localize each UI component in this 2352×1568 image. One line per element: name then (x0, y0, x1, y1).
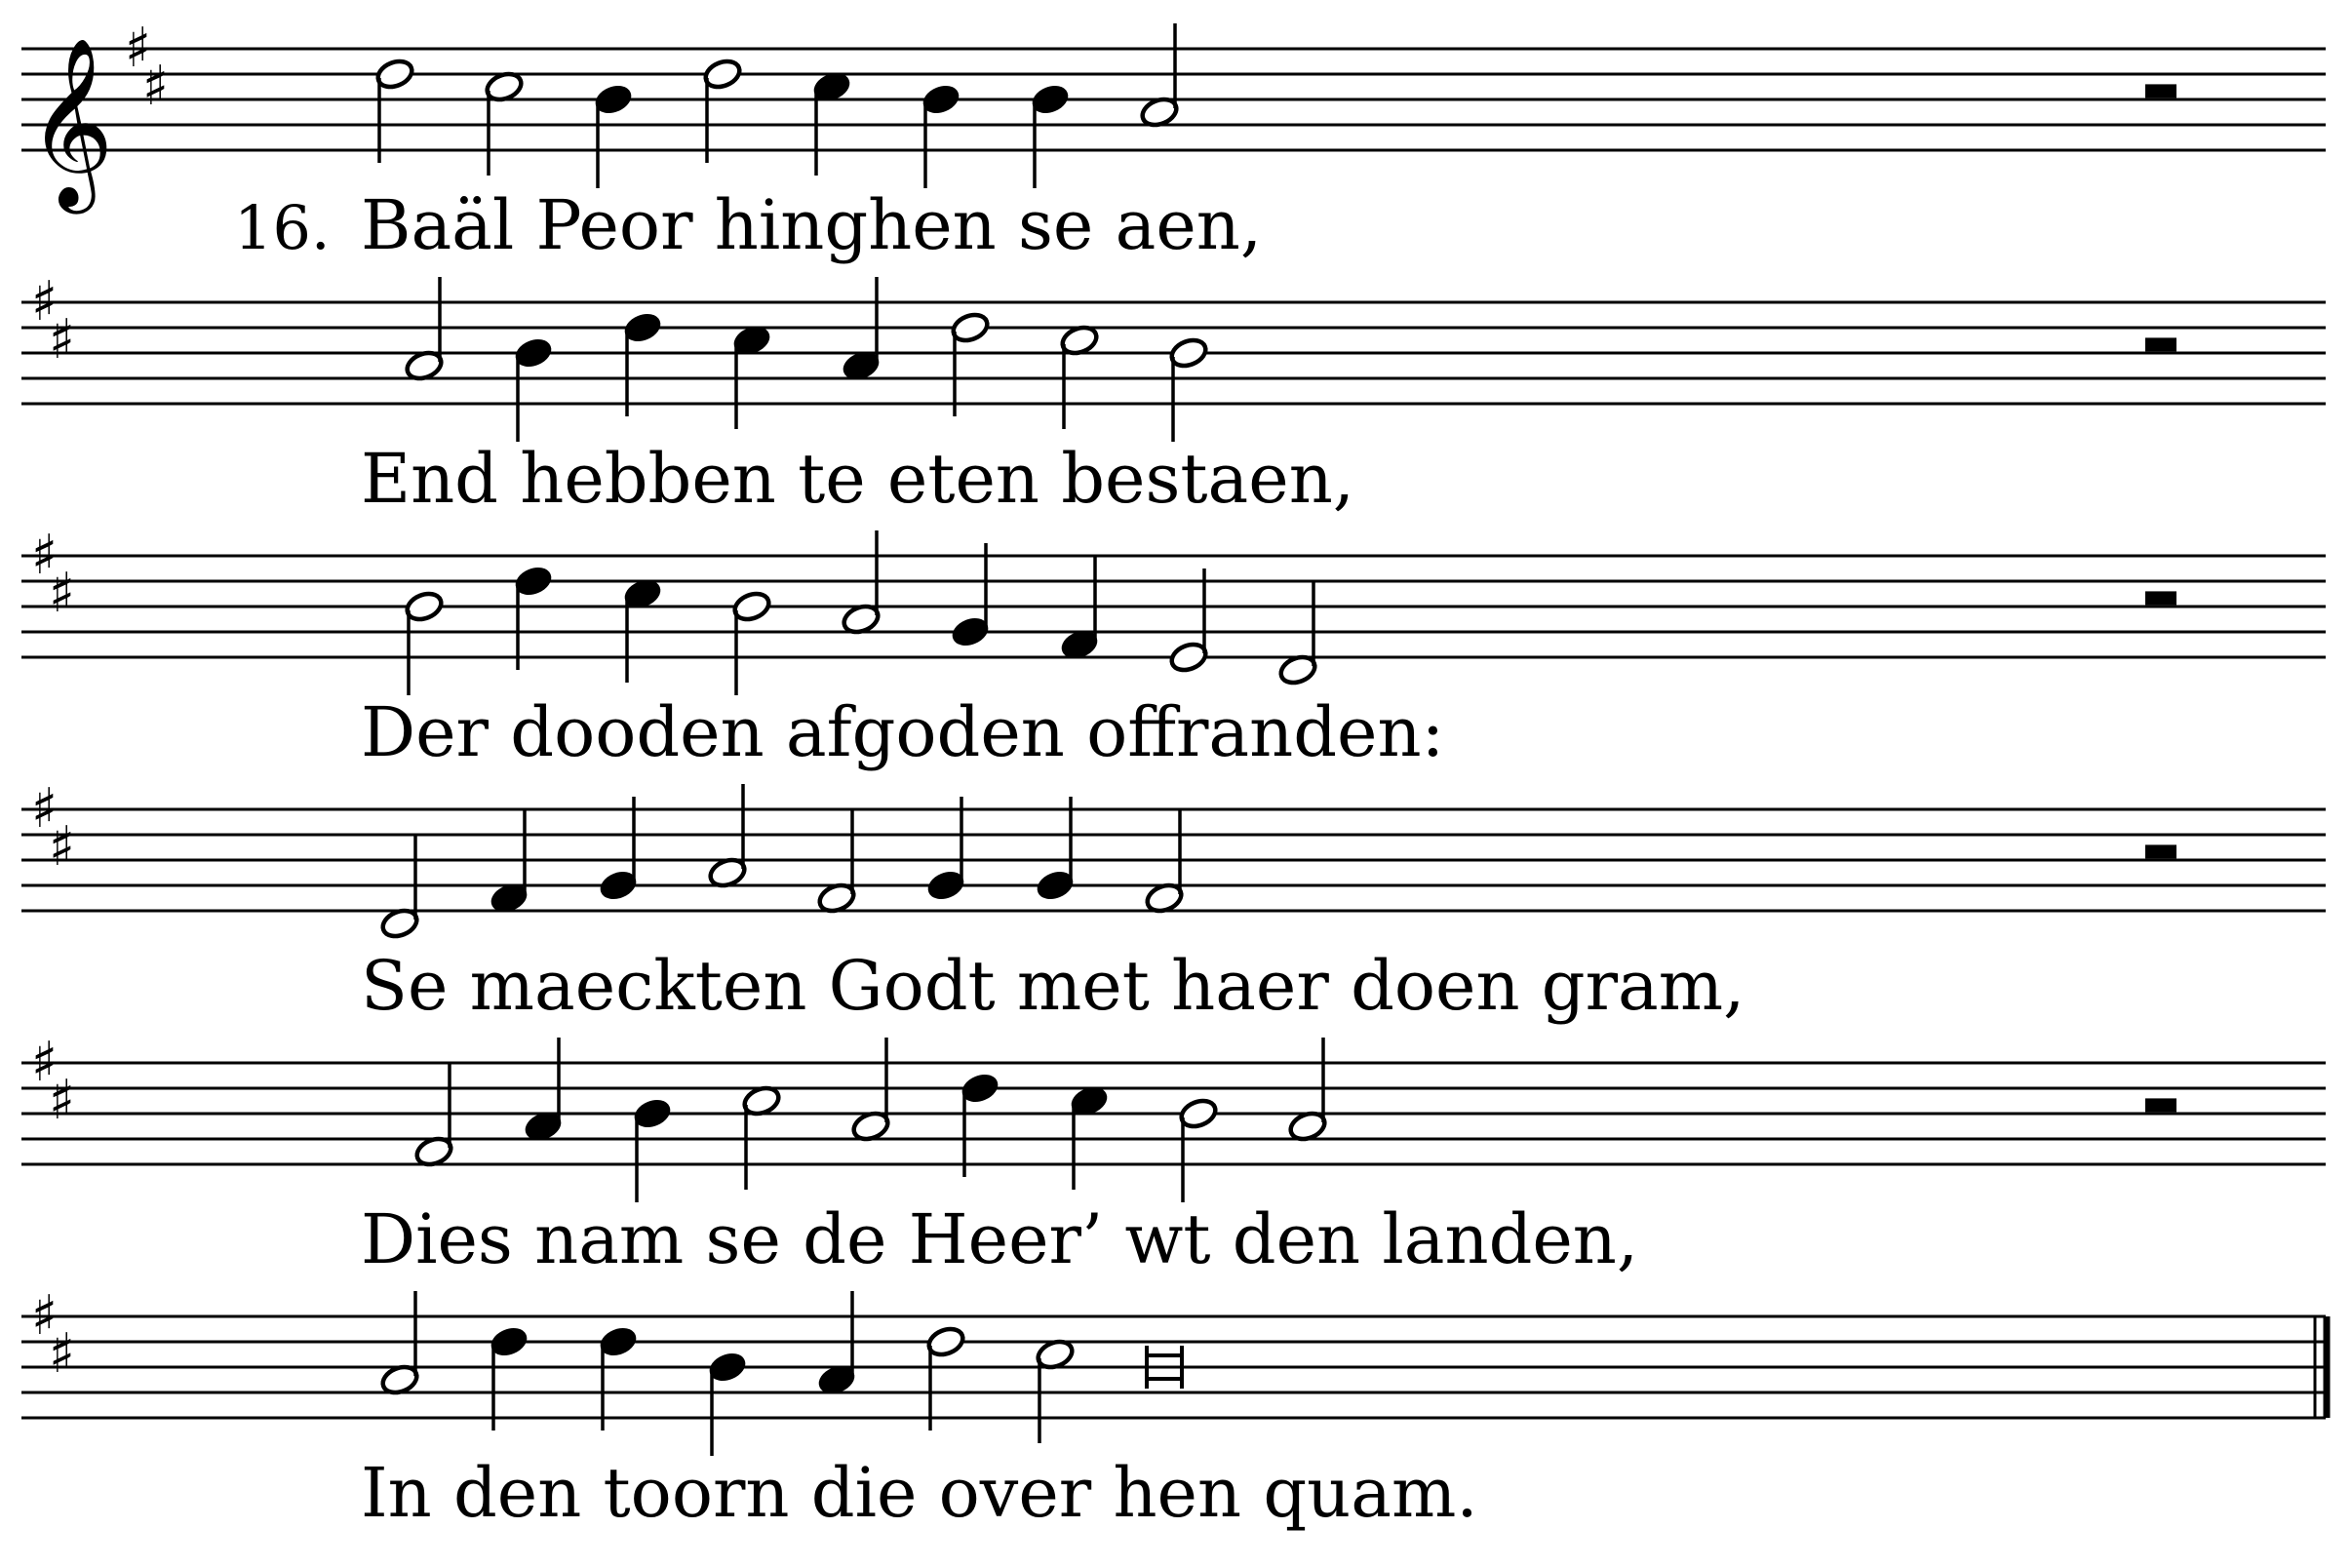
staff-system (21, 524, 2326, 695)
lyric-line-1: Baäl Peor hinghen se aen, (361, 185, 1263, 265)
staff-system (21, 270, 2326, 442)
treble-clef-icon: 𝄞 (27, 37, 114, 207)
lyric-line-2: End hebben te eten bestaen, (361, 439, 1355, 519)
sharp-icon: ♯ (31, 777, 59, 841)
sharp-icon: ♯ (142, 55, 170, 118)
sharp-icon: ♯ (125, 17, 152, 80)
sharp-icon: ♯ (49, 815, 76, 879)
half-rest-icon (2145, 84, 2176, 98)
lyric-line-5: Dies nam se de Heer’ wt den landen, (361, 1199, 1639, 1279)
sharp-icon: ♯ (49, 1069, 76, 1132)
half-rest-icon (2145, 337, 2176, 351)
sharp-icon: ♯ (49, 308, 76, 372)
sharp-icon: ♯ (31, 270, 59, 333)
staff-system (21, 1031, 2326, 1202)
sharp-icon: ♯ (31, 1284, 59, 1348)
lyric-line-6: In den toorn die over hen quam. (361, 1453, 1478, 1533)
lyric-line-4: Se maeckten Godt met haer doen gram, (361, 946, 1745, 1026)
sharp-icon: ♯ (49, 1322, 76, 1386)
half-rest-icon (2145, 1098, 2176, 1112)
sharp-icon: ♯ (31, 1031, 59, 1094)
staff-system (21, 777, 2326, 941)
verse-number: 16. (234, 192, 331, 263)
sharp-icon: ♯ (49, 562, 76, 625)
lyric-line-3: Der dooden afgoden offranden: (361, 692, 1445, 772)
sharp-icon: ♯ (31, 524, 59, 587)
half-rest-icon (2145, 591, 2176, 605)
staff-system (21, 1284, 2327, 1456)
half-rest-icon (2145, 844, 2176, 858)
